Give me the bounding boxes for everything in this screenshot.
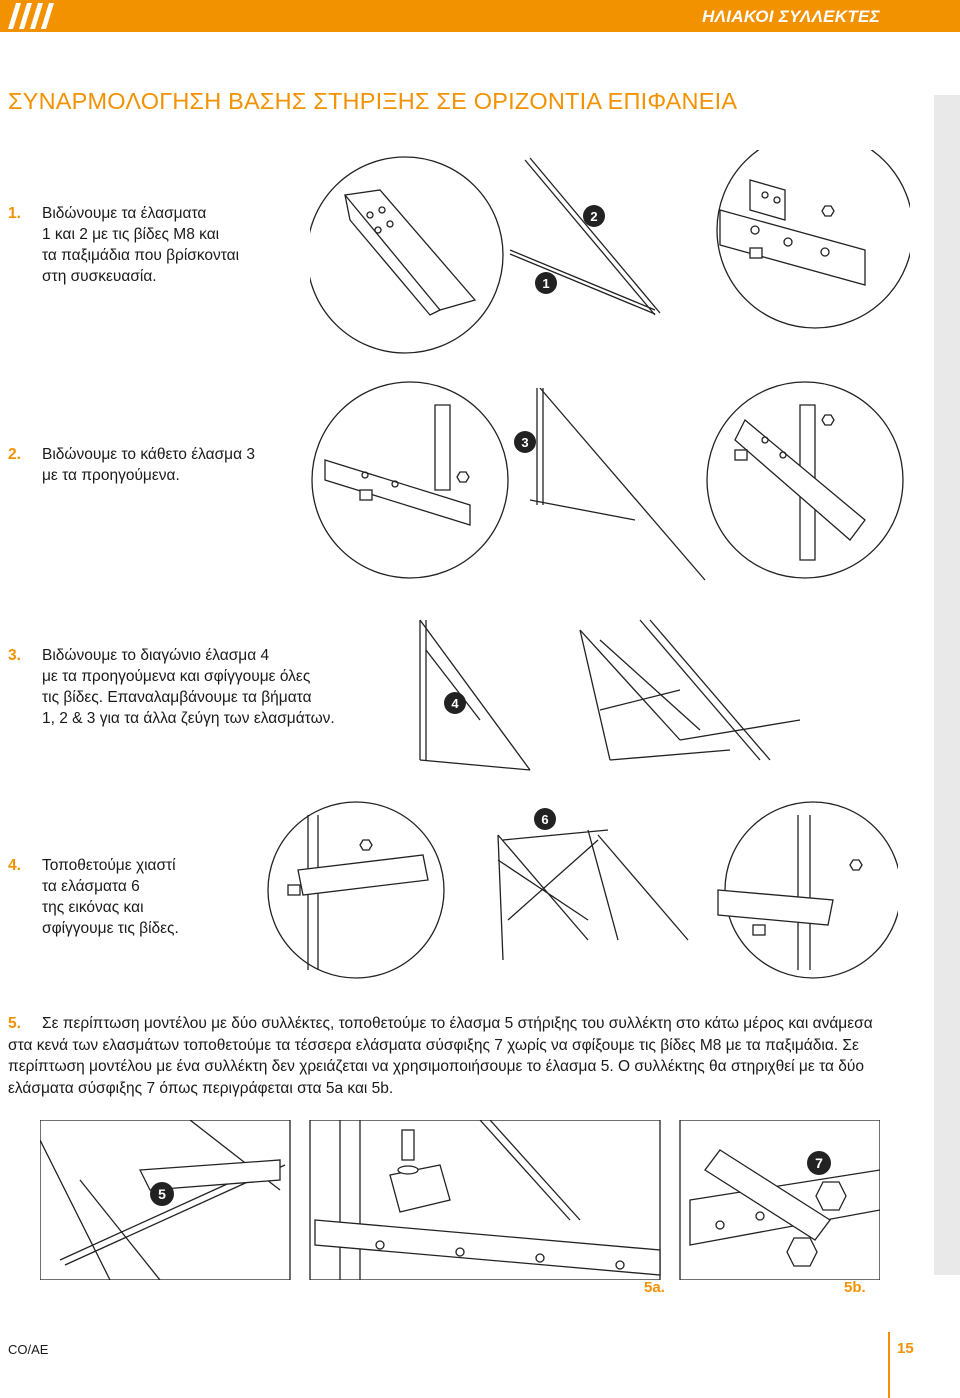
step-line: τα παξιμάδια που βρίσκονται	[42, 247, 240, 264]
step-number: 4.	[8, 857, 21, 874]
step-line: Βιδώνουμε το διαγώνιο έλασμα 4	[42, 647, 270, 664]
step-line: σφίγγουμε τις βίδες.	[42, 920, 179, 937]
footer-divider	[888, 1332, 890, 1398]
part-label-5: 5	[158, 1186, 166, 1202]
step-line: Βιδώνουμε το κάθετο έλασμα 3	[42, 446, 255, 463]
step-3	[8, 645, 335, 729]
step-4	[8, 855, 179, 939]
header-bar	[0, 0, 960, 32]
step-line: 1 και 2 με τις βίδες M8 και	[42, 226, 220, 243]
step-3-illustration	[400, 610, 920, 790]
step-line: με τα προηγούμενα.	[42, 467, 180, 484]
step-line: στη συσκευασία.	[42, 268, 157, 285]
caption-5a: 5a.	[644, 1279, 665, 1296]
part-label-1: 1	[542, 276, 550, 291]
step-line: τα ελάσματα 6	[42, 878, 140, 895]
step-1	[8, 203, 239, 287]
step-5	[8, 1013, 898, 1099]
part-label-6: 6	[541, 812, 549, 827]
step-line: με τα προηγούμενα και σφίγγουμε όλες	[42, 668, 311, 685]
step-number: 1.	[8, 205, 21, 222]
step-line: της εικόνας και	[42, 899, 144, 916]
step-4-illustration	[258, 800, 898, 985]
step-line: τις βίδες. Επαναλαμβάνουμε τα βήματα	[42, 689, 312, 706]
step-line: Τοποθετούμε χιαστί	[42, 857, 176, 874]
step-5-illustration	[40, 1120, 880, 1280]
page-number: 15	[897, 1340, 914, 1357]
header-title: ΗΛΙΑΚΟΙ ΣΥΛΛΕΚΤΕΣ	[702, 7, 880, 26]
footer-code: CO/AE	[8, 1342, 49, 1357]
part-label-4: 4	[451, 696, 459, 711]
step-number: 5.	[8, 1015, 21, 1032]
step-2-illustration	[305, 380, 905, 585]
step-number: 3.	[8, 647, 21, 664]
part-label-7: 7	[815, 1155, 823, 1171]
part-label-3: 3	[521, 435, 529, 450]
step-2	[8, 444, 255, 486]
caption-5b: 5b.	[844, 1279, 866, 1296]
step-1-illustration	[310, 150, 910, 360]
step-line: 1, 2 & 3 για τα άλλα ζεύγη των ελασμάτων.	[42, 710, 335, 727]
page-title: ΣΥΝΑΡΜΟΛΟΓΗΣΗ ΒΑΣΗΣ ΣΤΗΡΙΞΗΣ ΣΕ ΟΡΙΖΟΝΤΙΑ ΕΠΙΦΑΝΕΙΑ	[8, 88, 738, 114]
right-side-strip	[934, 95, 960, 1275]
stripes-logo-icon	[8, 3, 56, 29]
step-line: Βιδώνουμε τα έλασματα	[42, 205, 207, 222]
step-5-text: Σε περίπτωση μοντέλου με δύο συλλέκτες, τοποθετούμε το έλασμα 5 στήριξης του συλλέκτη στο κάτω μέρος και ανάμεσα στα κενά των ελασμάτων τοποθετούμε τα τέσσερα ελάσματα σύσφιξης 7 χωρίς να σφίξουμε τις βίδες M8 με τα παξιμάδια. Σε περίπτωση μοντέλου με ένα συλλέκτη δεν χρειάζεται να χρησιμοποιήσουμε το έλασμα 5. Ο συλλέκτης θα στηριχθεί με τα δύο ελάσματα σύσφιξης 7 όπως περιγράφεται στα 5a και 5b.	[8, 1015, 873, 1097]
part-label-2: 2	[590, 209, 598, 224]
step-number: 2.	[8, 446, 21, 463]
